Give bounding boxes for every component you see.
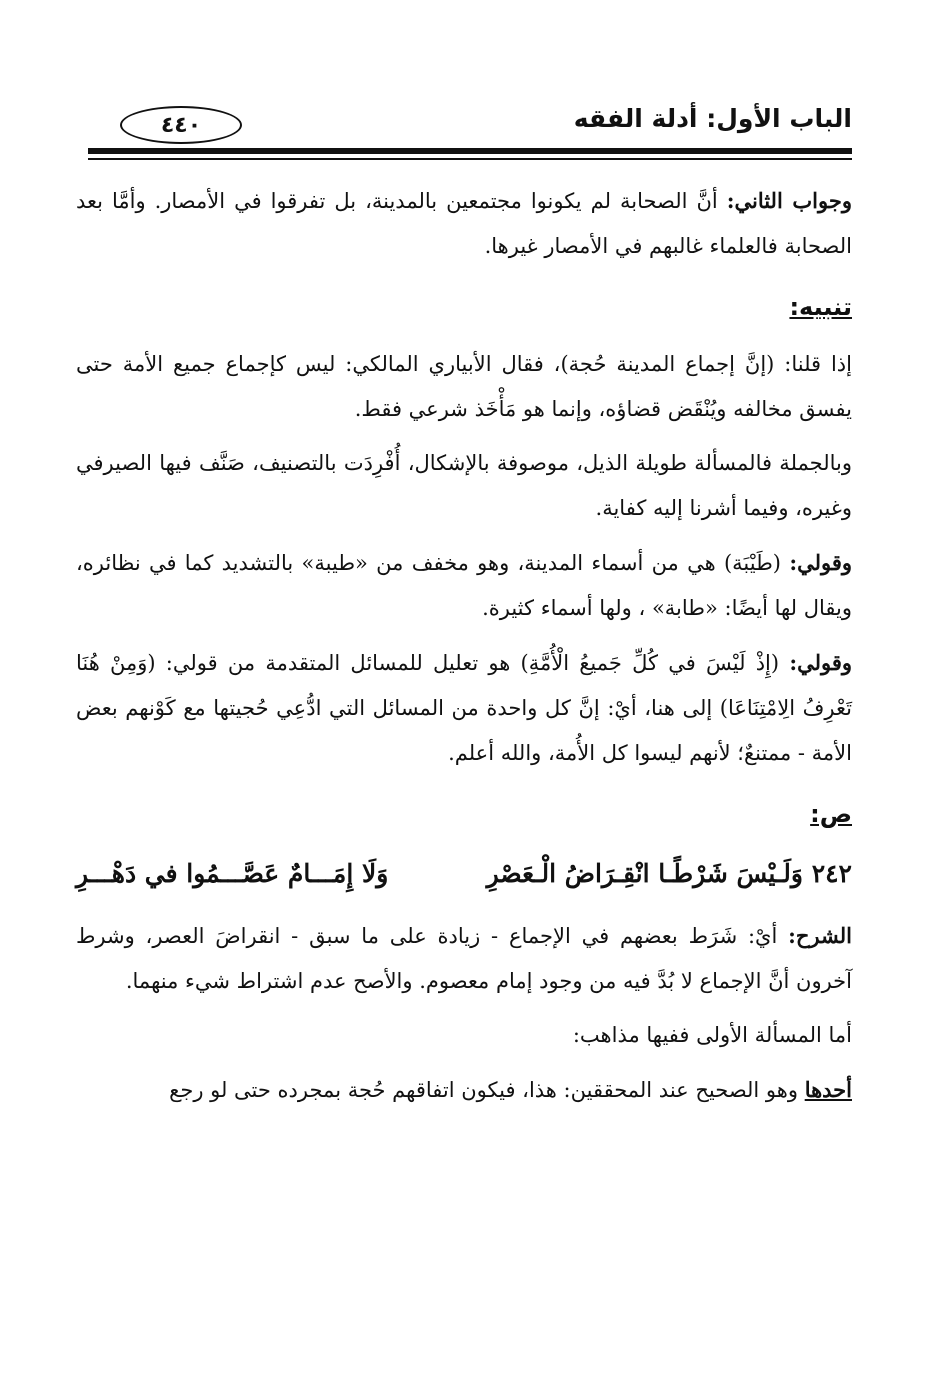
page-number: ٤٤٠	[120, 106, 242, 144]
running-header	[88, 100, 852, 146]
heading-tanbih: تنبيه:	[789, 293, 852, 321]
paragraph-lead: وجواب الثاني:	[726, 188, 852, 213]
paragraph-tayba	[76, 540, 852, 631]
paragraph-text: (إِذْ لَيْسَ في كُلِّ جَميعُ الْأُمَّةِ) هو تعليل للمسائل المتقدمة من قولي: (وَمِنْ هُنَا تَعْرِفُ الِامْتِنَاعَا) إلى هنا، أيْ: إنَّ كل واحدة من المسائل التي ادُّعِي حُجيتها مع كَوْنهم بعض الأمة - ممتنعٌ؛ لأنهم ليسوا كل الأُمة، والله أعلم.	[76, 651, 852, 765]
paragraph-lead: وقولي:	[789, 650, 852, 675]
paragraph-ijma-madina: إذا قلنا: (إنَّ إجماع المدينة حُجة)، فقال الأبياري المالكي: ليس كإجماع جميع الأمة حتى يفسق مخالفه ويُنْقَض قضاؤه، وإنما هو مَأْخَذ شرعي فقط.	[76, 352, 852, 421]
page-body	[76, 178, 852, 1122]
paragraph-text: وهو الصحيح عند المحققين: هذا، فيكون اتفاقهم حُجة بمجرده حتى لو رجع	[169, 1078, 805, 1102]
verse-line	[76, 849, 852, 899]
paragraph-lead: الشرح:	[788, 923, 852, 948]
paragraph-summary: وبالجملة فالمسألة طويلة الذيل، موصوفة بالإشكال، أُفْرِدَت بالتصنيف، صَنَّف فيها الصيرفي وغيره، وفيما أشرنا إليه كفاية.	[76, 451, 852, 520]
paragraph-lead: وقولي:	[789, 550, 852, 575]
verse-first-hemistich: ٢٤٢ وَلَـيْسَ شَرْطًـا انْقِـرَاضُ الْـعَصْرِ	[486, 859, 852, 888]
paragraph-first-issue: أما المسألة الأولى ففيها مذاهب:	[572, 1023, 852, 1047]
paragraph-kull-al-umma	[76, 640, 852, 776]
paragraph-text: (طَيْبَة) هي من أسماء المدينة، وهو مخفف من «طيبة» بالتشديد كما في نظائره، ويقال لها أيضًا: «طابة» ، ولها أسماء كثيرة.	[76, 551, 852, 620]
paragraph-lead: أحدها	[804, 1077, 852, 1102]
paragraph-first-opinion	[76, 1067, 852, 1113]
header-rule-thick	[88, 148, 852, 154]
chapter-title: الباب الأول: أدلة الفقه	[573, 104, 852, 133]
header-rule-thin	[88, 158, 852, 160]
paragraph-answer-second	[76, 178, 852, 269]
paragraph-text: أيْ: شَرَط بعضهم في الإجماع - زيادة على ما سبق - انقراضَ العصر، وشرط آخرون أنَّ الإجماع لا بُدَّ فيه من وجود إمام معصوم. والأصح عدم اشتراط شيء منهما.	[76, 924, 852, 993]
verse-second-hemistich: وَلَا إِمَـــامٌ عَصَّـــمُوا في دَهْـــرِ	[76, 859, 389, 888]
heading-sad: ص:	[810, 800, 852, 828]
paragraph-text: أنَّ الصحابة لم يكونوا مجتمعين بالمدينة، بل تفرقوا في الأمصار. وأمَّا بعد الصحابة فالعلماء غالبهم في الأمصار غيرها.	[76, 189, 852, 258]
paragraph-sharh	[76, 913, 852, 1004]
